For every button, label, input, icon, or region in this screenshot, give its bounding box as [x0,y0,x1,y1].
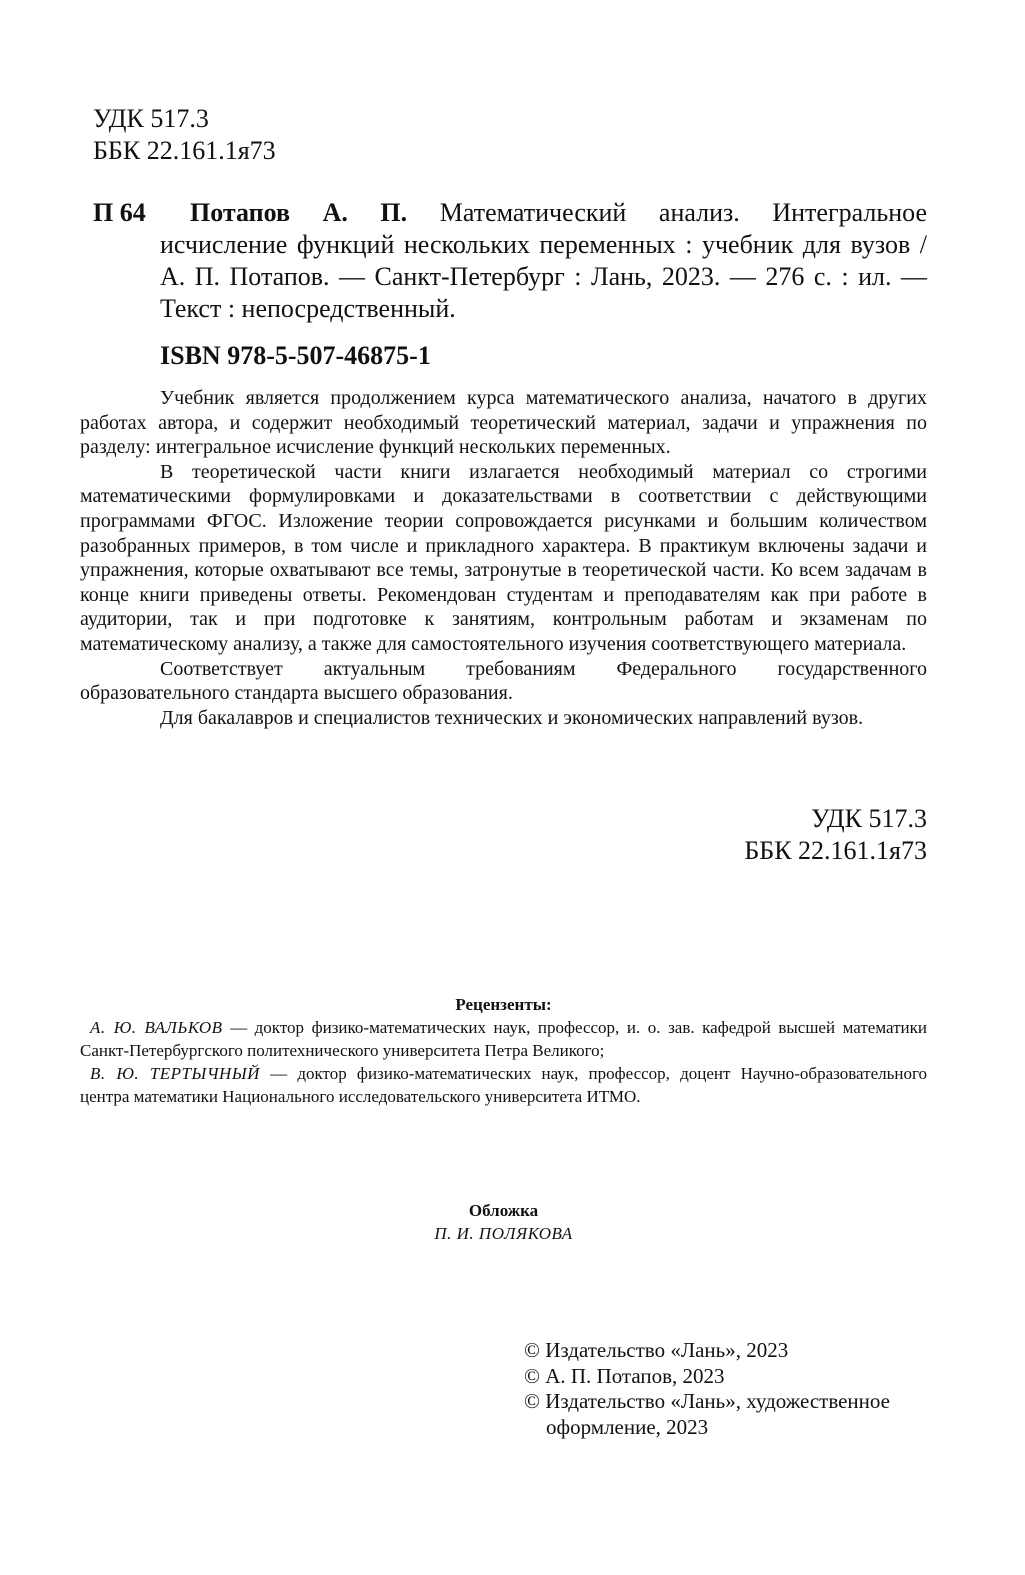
cover-credit [80,1199,927,1245]
isbn: ISBN 978-5-507-46875-1 [160,341,431,370]
catalog-description: Математический анализ. Интегральное исчисление функций нескольких переменных : учебник для вузов / А. П. Потапов. — Санкт-Петербург : Лань, 2023. — 276 с. : ил. — Текст : непосредственный. [160,198,927,323]
classification-bottom [744,803,927,867]
reviewers [80,993,927,1108]
annotation-paragraph: Для бакалавров и специалистов технических и экономических направлений вузов. [160,706,864,729]
udk-code: УДК 517.3 [811,804,927,833]
cover-heading: Обложка [468,1201,539,1220]
annotation-paragraph: Учебник является продолжением курса математического анализа, начатого в других работах автора, и содержит необходимый теоретический материал, задачи и упражнения по разделу: интегральное исчисление функций нескольких переменных. [80,387,927,459]
copyright-block [524,1338,890,1440]
catalog-entry [160,197,927,325]
copyright-line: © Издательство «Лань», 2023 [524,1338,789,1362]
bbk-code: ББК 22.161.1я73 [93,136,276,165]
copyright-line: © А. П. Потапов, 2023 [524,1363,725,1388]
annotation [80,386,927,730]
annotation-paragraph: В теоретической части книги излагается необходимый материал со строгими математическими формулировками и доказательствами в соответствии с действующими программами ФГОС. Изложение теории сопровождается рисунками и большим количеством разобранных примеров, в том числе и прикладного характера. В практикум включены задачи и упражнения, которые охватывают все темы, затронутые в теоретической части. Ко всем задачам в конце книги приведены ответы. Рекомендован студентам и преподавателям как при работе в аудитории, так и при подготовке к занятиям, контрольным работам и экзаменам по математическому анализу, а также для самостоятельного изучения соответствующего материала. [80,460,927,655]
catalog-code: П 64 [93,198,146,227]
classification-top [93,103,276,167]
catalog-author: Потапов А. П. [190,198,408,227]
reviewer-entry [80,1016,927,1062]
reviewer-name: А. Ю. ВАЛЬКОВ [90,1018,223,1037]
cover-artist: П. И. ПОЛЯКОВА [434,1224,573,1243]
udk-code: УДК 517.3 [93,104,209,133]
copyright-line: оформление, 2023 [546,1414,709,1439]
bbk-code: ББК 22.161.1я73 [744,836,927,865]
reviewer-credentials: — доктор физико-математических наук, профессор, и. о. зав. кафедрой высшей математики Санкт-Петербургского политехнического университета Петра Великого; [80,1018,927,1060]
reviewer-name: В. Ю. ТЕРТЫЧНЫЙ [90,1064,260,1083]
reviewer-entry [80,1062,927,1108]
copyright-line: © Издательство «Лань», художественное [524,1389,890,1413]
reviewers-heading: Рецензенты: [455,995,552,1014]
reviewer-credentials: — доктор физико-математических наук, профессор, доцент Научно-образовательного центра математики Национального исследовательского университета ИТМО. [80,1064,927,1106]
annotation-paragraph: Соответствует актуальным требованиям Федерального государственного образовательного стандарта высшего образования. [80,657,927,705]
